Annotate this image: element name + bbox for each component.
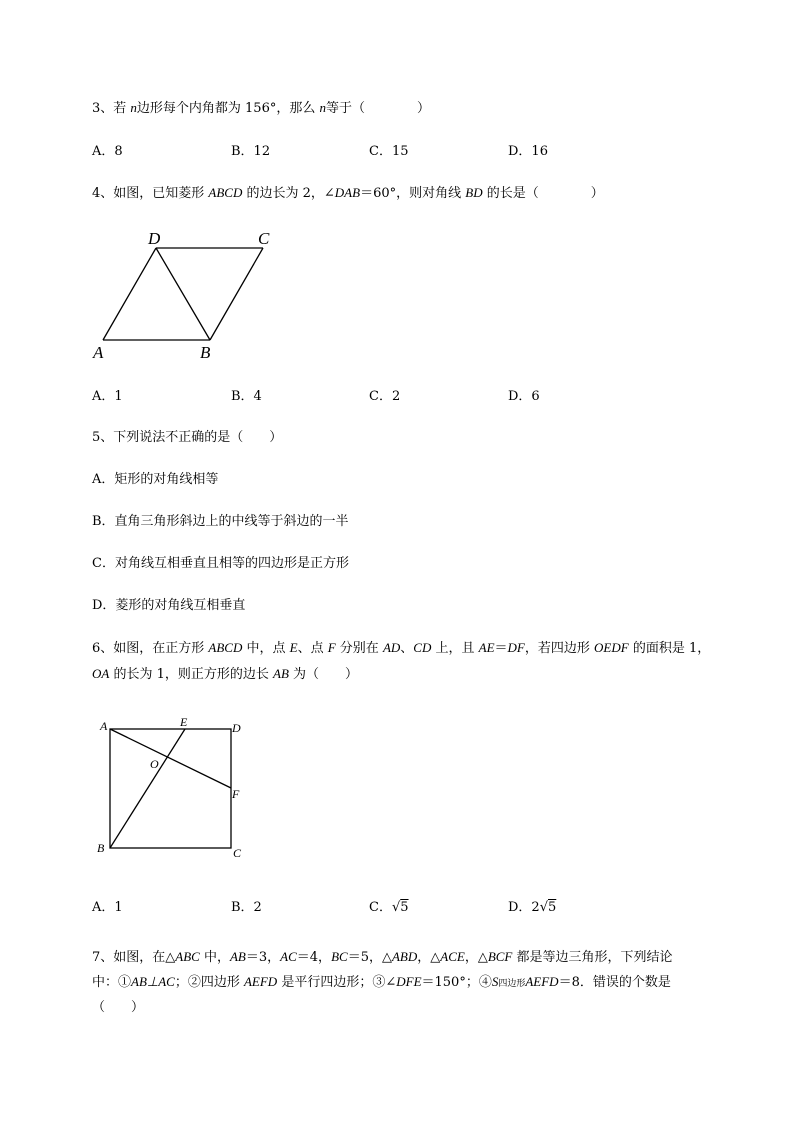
q7-var: AC: [280, 949, 297, 964]
sqrt-symbol: √: [539, 900, 548, 915]
q7-var: AB: [229, 949, 246, 964]
q6-text: 6、如图，在正方形: [92, 641, 209, 656]
q6-option-d-radicand: 5: [548, 900, 557, 915]
q4-var: BD: [465, 185, 483, 200]
label-c: C: [258, 229, 270, 248]
q4-text: ＝60°，则对角线: [360, 186, 466, 201]
q5-option-b: B．直角三角形斜边上的中线等于斜边的一半: [92, 514, 349, 529]
q6-var: DF: [507, 640, 525, 655]
q7-text: ＝5，△: [347, 950, 392, 965]
q6-var: ABCD: [208, 640, 243, 655]
label-f: F: [232, 787, 240, 801]
q3-text: 边形每个内角都为 156°，那么: [136, 101, 320, 116]
q6-var: AB: [273, 666, 289, 681]
q7-text: 7、如图，在△: [92, 950, 176, 965]
q7-var: ACE: [440, 949, 465, 964]
rhombus-side-ad: [103, 248, 156, 340]
q6-text: 、: [400, 641, 414, 656]
question-3-stem: [92, 99, 430, 118]
q7-text: ＝4，: [296, 950, 332, 965]
question-4-stem: [92, 184, 604, 203]
q6-option-b: B．2: [231, 900, 262, 915]
segment-be: [110, 729, 185, 848]
question-5-stem: 5、下列说法不正确的是（ ）: [92, 430, 283, 445]
q6-var: AE: [478, 640, 495, 655]
q3-option-b: B．12: [231, 144, 271, 159]
q7-var: AEFD: [243, 974, 278, 989]
q3-option-c: C．15: [369, 144, 409, 159]
q6-option-c: [369, 899, 409, 917]
question-7-answer-blank: （ ）: [92, 1000, 145, 1015]
q6-var: AD: [382, 640, 401, 655]
question-7-stem-line1: [92, 948, 673, 967]
question-6-stem-line1: [92, 639, 710, 658]
label-a: A: [93, 343, 104, 362]
q7-var: AB⊥AC: [131, 974, 175, 989]
q3-text: 3、若: [92, 101, 131, 116]
q6-option-d-prefix: D．2: [508, 900, 540, 915]
label-b: B: [200, 343, 211, 362]
label-b: B: [97, 841, 105, 855]
q4-option-a: A．1: [92, 389, 123, 404]
q6-var: OEDF: [594, 640, 629, 655]
question-6-stem-line2: [92, 665, 358, 684]
q4-option-b: B．4: [231, 389, 262, 404]
q7-var: ABC: [175, 949, 200, 964]
q6-option-d: [508, 899, 556, 917]
q6-text: 分别在: [335, 641, 383, 656]
q6-var: E: [289, 640, 298, 655]
q7-text: ＝3，: [245, 950, 281, 965]
q3-text: 等于（ ）: [325, 101, 430, 116]
rhombus-diagonal-bd: [156, 248, 210, 340]
q7-text: ，△: [417, 950, 441, 965]
rhombus-side-bc: [210, 248, 263, 340]
q7-text: 中，: [199, 950, 230, 965]
square-abcd: [110, 729, 231, 848]
q5-option-c: C．对角线互相垂直且相等的四边形是正方形: [92, 556, 349, 571]
q7-var: S: [491, 974, 499, 989]
label-a: A: [100, 719, 108, 733]
q7-text: 中：①: [92, 975, 132, 990]
q7-text: ＝8．错误的个数是: [558, 975, 671, 990]
q6-text: ，若四边形: [524, 641, 595, 656]
label-e: E: [180, 715, 188, 729]
q7-var: BC: [331, 949, 348, 964]
q4-var: ABCD: [208, 185, 243, 200]
q4-option-d: D．6: [508, 389, 540, 404]
q6-text: 的面积是 1，: [628, 641, 711, 656]
q6-text: ＝: [494, 641, 508, 656]
q3-var-n: n: [130, 100, 137, 115]
q7-var: ABD: [391, 949, 418, 964]
label-o: O: [150, 757, 159, 771]
q7-text: ＝150°；④: [421, 975, 492, 990]
label-c: C: [233, 846, 242, 860]
q6-option-c-prefix: C．: [369, 900, 392, 915]
q6-option-c-radicand: 5: [400, 900, 409, 915]
q4-text: 的长是（ ）: [482, 186, 604, 201]
q7-var: BCF: [487, 949, 513, 964]
q6-var: F: [327, 640, 336, 655]
q6-var: CD: [413, 640, 432, 655]
q7-subscript: 四边形: [498, 978, 526, 988]
q7-text: ，△: [464, 950, 488, 965]
q3-option-d: D．16: [508, 144, 548, 159]
q6-text: 、点: [297, 641, 328, 656]
q4-option-c: C．2: [369, 389, 401, 404]
question-7-stem-line2: [92, 973, 671, 992]
q6-text: 上，且: [431, 641, 479, 656]
q7-text: ；②四边形: [174, 975, 244, 990]
q6-option-a: A．1: [92, 900, 123, 915]
q5-option-a: A．矩形的对角线相等: [92, 472, 219, 487]
sqrt-symbol: √: [391, 900, 401, 915]
q6-text: 为（ ）: [288, 667, 359, 682]
q7-var: AEFD: [525, 974, 559, 989]
segment-af: [110, 729, 231, 788]
label-d: D: [232, 721, 241, 735]
q6-var: OA: [92, 666, 110, 681]
q7-var: DFE: [396, 974, 422, 989]
q4-text: 4、如图，已知菱形: [92, 186, 209, 201]
label-d: D: [148, 229, 161, 248]
q5-option-d: D．菱形的对角线互相垂直: [92, 598, 246, 613]
q3-option-a: A．8: [92, 144, 123, 159]
q6-text: 的长为 1，则正方形的边长: [109, 667, 274, 682]
q4-text: 的边长为 2，∠: [242, 186, 335, 201]
q3-var-n: n: [319, 100, 326, 115]
q7-text: 都是等边三角形，下列结论: [512, 950, 673, 965]
q4-var: DAB: [334, 185, 361, 200]
q7-text: 是平行四边形；③∠: [277, 975, 397, 990]
q6-text: 中，点: [242, 641, 290, 656]
